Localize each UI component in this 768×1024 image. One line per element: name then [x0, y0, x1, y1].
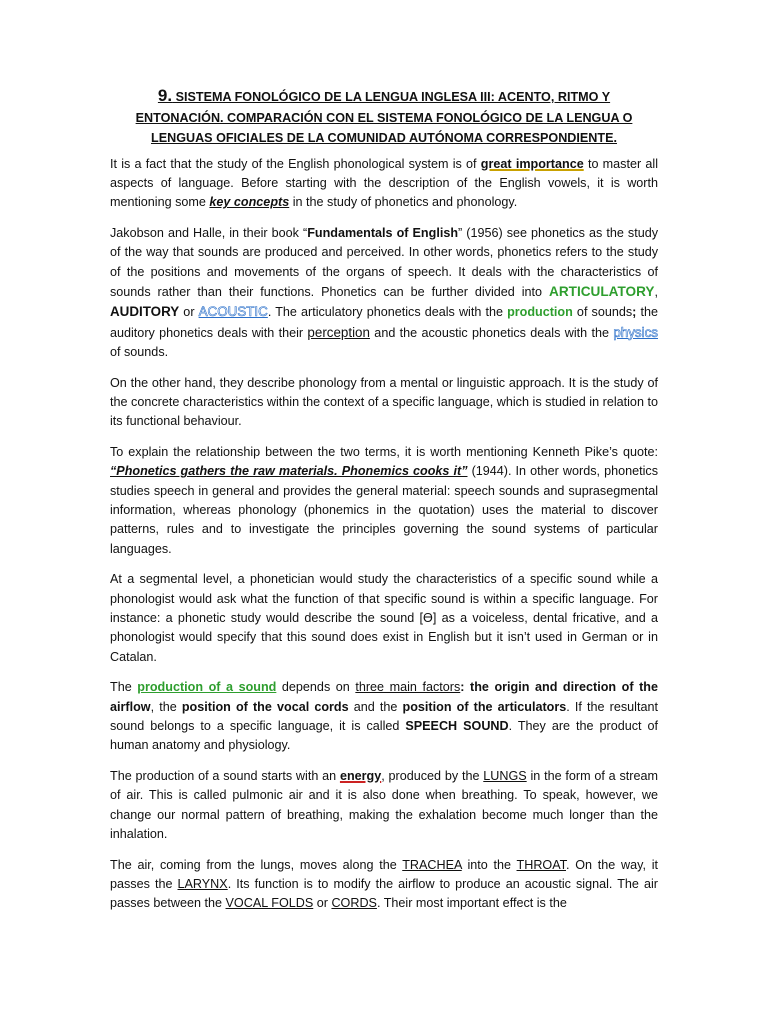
- section-number: 9.: [157, 86, 173, 105]
- paragraph-intro: It is a fact that the study of the English phonological system is of great importance to master all aspects of language. Before starting with the description of the English vowels, it is worth mentioning some key concepts in the study of phonetics and phonology.: [110, 156, 659, 210]
- section-heading: [116, 86, 652, 149]
- factor-articulators: position of the articulators: [402, 699, 567, 714]
- paragraph-pike: To explain the relationship between the two terms, it is worth mentioning Kenneth Pike’s quote: “Phonetics gathers the raw materials. Phonemics cooks it” (1944). In other words, phonetics studies speech in general and provides the general material: speech sounds and suprasegmental information, whereas phonology (phonemics in the quotation) uses the material to discover patterns, rules and to investigate the principles governing the sound systems of particular languages.: [110, 444, 659, 556]
- term-production-of-a-sound: production of a sound: [137, 680, 277, 695]
- term-larynx: LARYNX: [177, 876, 228, 891]
- section-title: SISTEMA FONOLÓGICO DE LA LENGUA INGLESA III: ACENTO, RITMO Y ENTONACIÓN. COMPARACIÓN CON EL SISTEMA FONOLÓGICO DE LA LENGUA O LENGUAS OFICIALES DE LA COMUNIDAD AUTÓNOMA CORRESPONDIENTE.: [135, 90, 633, 145]
- term-throat: THROAT: [516, 857, 566, 872]
- highlight-key-concepts: key concepts: [209, 195, 290, 210]
- highlight-great-importance: great importance: [480, 156, 584, 171]
- term-acoustic: ACOUSTIC: [198, 304, 268, 320]
- term-energy: energy: [339, 768, 382, 783]
- pike-quote: “Phonetics gathers the raw materials. Phonemics cooks it”: [110, 464, 468, 479]
- term-articulatory: ARTICULATORY: [549, 283, 655, 299]
- term-cords: CORDS: [331, 896, 377, 911]
- term-perception: perception: [307, 324, 370, 340]
- paragraph-phonology: On the other hand, they describe phonology from a mental or linguistic approach. It is the study of the concrete characteristics within the context of a specific language, which is studied in relation to its functional behaviour.: [110, 375, 658, 429]
- book-title: Fundamentals of English: [307, 225, 459, 240]
- term-auditory: AUDITORY: [110, 304, 180, 320]
- factor-vocal-cords: position of the vocal cords: [181, 699, 349, 714]
- paragraph-airway: The air, coming from the lungs, moves along the TRACHEA into the THROAT. On the way, it passes the LARYNX. Its function is to modify the airflow to produce an acoustic signal. The air passes between the VOCAL FOLDS or CORDS. Their most important effect is the: [110, 857, 658, 911]
- paragraph-segmental: At a segmental level, a phonetician would study the characteristics of a specific sound while a phonologist would ask what the function of that specific sound is within a specific language. For instance: a phonetic study would describe the sound [ϴ] as a voiceless, dental fricative, and a phonologist would specify that this sound does exist in English but it isn’t used in German or in Catalan.: [110, 572, 658, 664]
- paragraph-energy: The production of a sound starts with an energy, produced by the LUNGS in the form of a stream of air. This is called pulmonic air and it is also done when breathing. To speak, however, we change our normal pattern of breathing, making the exhalation become much longer than the inhalation.: [110, 768, 658, 842]
- term-lungs: LUNGS: [483, 768, 527, 783]
- paragraph-production: The production of a sound depends on three main factors: the origin and direction of the airflow, the position of the vocal cords and the position of the articulators. If the resultant sound belongs to a specific language, it is called SPEECH SOUND. They are the product of human anatomy and physiology.: [110, 680, 659, 753]
- term-physics: physics: [613, 324, 658, 340]
- term-trachea: TRACHEA: [402, 857, 462, 872]
- term-three-main-factors: three main factors: [355, 680, 461, 695]
- factor-airflow: the origin and direction of the airflow: [110, 680, 659, 714]
- term-vocal-folds: VOCAL FOLDS: [225, 896, 314, 911]
- term-speech-sound: SPEECH SOUND: [405, 719, 509, 734]
- paragraph-jakobson: Jakobson and Halle, in their book “Fundamentals of English” (1956) see phonetics as the study of the way that sounds are produced and perceived. In other words, phonetics refers to the study of the positions and movements of the organs of speech. It deals with the characteristics of sounds rather than their functions. Phonetics can be further divided into ARTICULATORY, AUDITORY or ACOUSTIC. The articulatory phonetics deals with the production of sounds; the auditory phonetics deals with their perception and the acoustic phonetics deals with the physics of sounds.: [110, 225, 658, 360]
- term-production: production: [507, 305, 573, 320]
